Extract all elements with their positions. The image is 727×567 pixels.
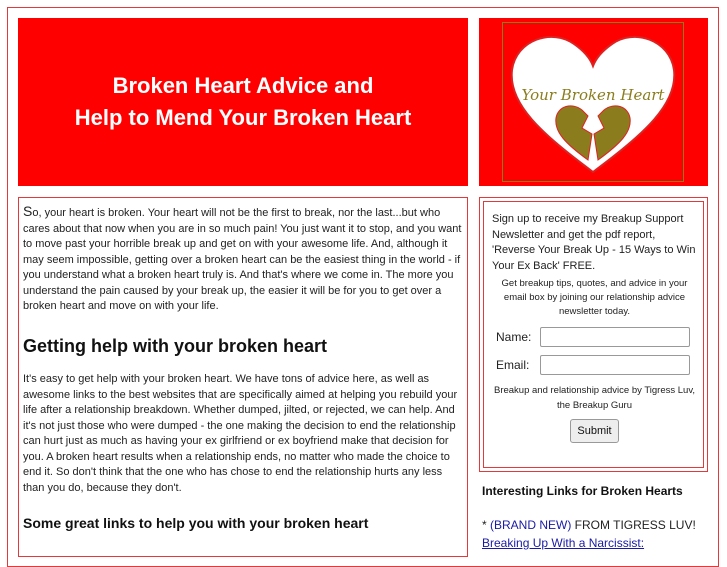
name-label: Name: [496,330,532,344]
heart-icon [512,37,675,172]
intro-paragraph [23,204,463,315]
sidebar [479,197,708,552]
name-input[interactable] [540,327,690,347]
submit-button[interactable]: Submit [570,419,618,443]
newsletter-signup-box [479,197,708,472]
brand-new-badge: (BRAND NEW) [490,518,572,532]
links-list [482,516,708,552]
body-paragraph: It's easy to get help with your broken heart. We have tons of advice here, as well as awesome links to the best websites that are specifically aimed at helping you rebuild your life after a relationship breakdown. Whether dumped, jilted, or rejected, we can help. And it's not just those who were dumped - the one making the decision to end the relationship can hurt just as much as having your ex girlfriend or ex boyfriend make that decision for you. A broken heart results when a relationship ends, no matter who made the choice to end it. So don't think that the one who has chose to end the relationship hurts any less than you do, because they don't. [23,373,458,494]
broken-heart-logo [502,22,684,182]
list-bullet: * [482,518,491,532]
email-input[interactable] [540,355,690,375]
name-row [496,327,697,347]
newsletter-description: Get breakup tips, quotes, and advice in your email box by joining our relationship advice newsletter today. [501,278,688,317]
narcissist-link[interactable]: Breaking Up With a Narcissist: [482,536,645,550]
newsletter-form [483,201,704,468]
links-title: Interesting Links for Broken Hearts [482,484,683,498]
logo-banner [479,18,708,186]
section-heading: Getting help with your broken heart [23,335,328,356]
links-subheading: Some great links to help you with your broken heart [23,515,369,531]
link-prefix: FROM TIGRESS LUV! [571,518,696,532]
main-content [18,197,468,557]
logo-text: Your Broken Heart [521,86,665,104]
intro-text: o, your heart is broken. Your heart will not be the first to break, nor the last...but who cares about that now when you are in so much pain! You just want it to stop, and you want to move past your horrible break up and get on with your awesome life. And, although it may seem impossible, getting over a broken heart can be the easiest thing in the world - if you understand what a broken heart truly is. And that's where we come in. The more you understand the pain caused by your break up, the easier it will be for you to get over a broken heart and move on with your life. [23,207,462,312]
page-title-line2: Help to Mend Your Broken Heart [74,105,412,130]
email-label: Email: [496,358,530,372]
page-title-line1: Broken Heart Advice and [112,73,374,98]
page-title [75,70,412,134]
email-row [496,355,697,375]
newsletter-lead: Sign up to receive my Breakup Support Newsletter and get the pdf report, 'Reverse Your Break Up - 15 Ways to Win Your Ex Back' FREE. [492,213,696,272]
header-banner [18,18,468,186]
guru-credit: Breakup and relationship advice by Tigress Luv, the Breakup Guru [493,385,696,411]
intro-dropcap: S [23,203,33,219]
